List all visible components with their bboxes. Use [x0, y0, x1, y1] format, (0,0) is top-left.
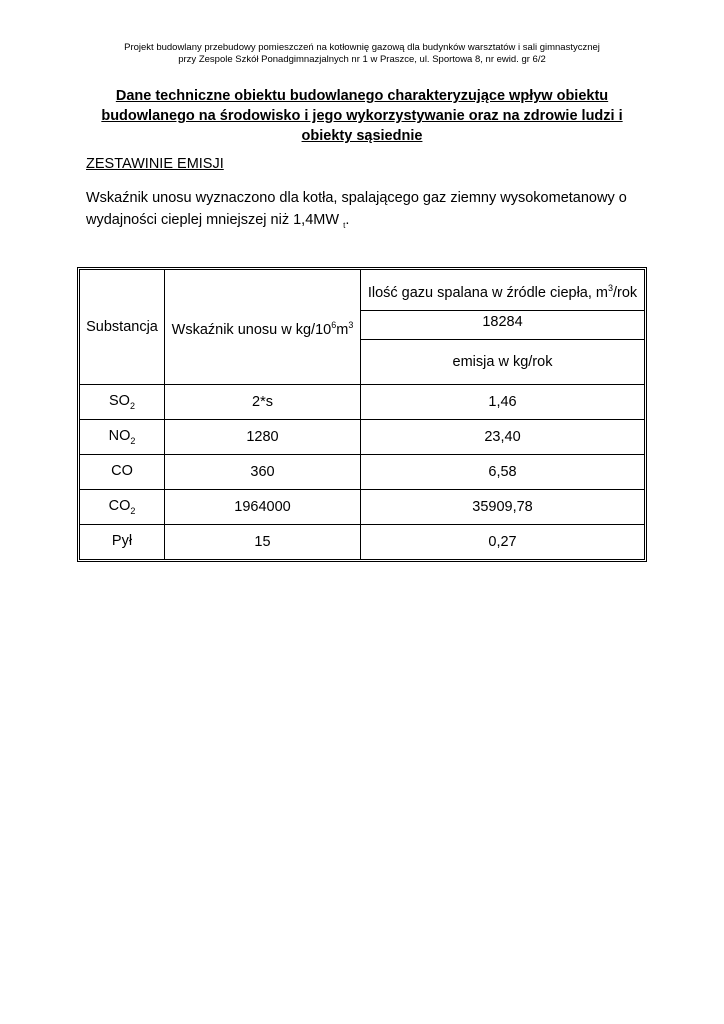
- header-factor: Wskaźnik unosu w $kg/10^6m^3$: [165, 270, 361, 385]
- paragraph-subscript: t: [343, 220, 346, 230]
- header-line-1: Projekt budowlany przebudowy pomieszczeń na kotłownię gazową dla budynków warsztatów i sali gimnastycznej: [124, 42, 600, 53]
- title-line-3: obiekty sąsiednie: [301, 128, 423, 144]
- gas-amount-value: 18284: [361, 311, 645, 340]
- paragraph-end: .: [345, 212, 350, 228]
- header-gas-amount: Ilość gazu spalana w źródle ciepła, $m^3$/rok: [361, 270, 645, 311]
- emission-table-frame: [77, 267, 647, 562]
- emission-cell: 0,27: [361, 524, 645, 559]
- document-header: [40, 42, 684, 66]
- factor-cell: 360: [165, 455, 361, 490]
- section-heading: ZESTAWINIE EMISJI: [86, 156, 224, 172]
- substance-cell: $NO_2$: [80, 420, 165, 455]
- table-row: [80, 524, 645, 559]
- factor-cell: 2*s: [165, 385, 361, 420]
- document-title: [70, 86, 654, 146]
- table-row: [80, 455, 645, 490]
- title-line-1: Dane techniczne obiektu budowlanego charakteryzujące wpływ obiektu: [115, 88, 609, 104]
- header-substance: Substancja: [80, 270, 165, 385]
- emission-cell: 35909,78: [361, 490, 645, 525]
- emission-cell: 6,58: [361, 455, 645, 490]
- factor-cell: 1964000: [165, 490, 361, 525]
- factor-cell: 15: [165, 524, 361, 559]
- intro-paragraph: [86, 187, 646, 237]
- substance-cell: Pył: [80, 524, 165, 559]
- table-row: [80, 490, 645, 525]
- table-row: [80, 420, 645, 455]
- header-line-2: przy Zespole Szkół Ponadgimnazjalnych nr 1 w Praszce, ul. Sportowa 8, nr ewid. gr 6/2: [178, 54, 546, 65]
- substance-cell: $SO_2$: [80, 385, 165, 420]
- substance-cell: $CO_2$: [80, 490, 165, 525]
- header-emission: emisja w kg/rok: [361, 339, 645, 384]
- emission-table: [79, 269, 645, 560]
- emission-cell: 23,40: [361, 420, 645, 455]
- emission-cell: 1,46: [361, 385, 645, 420]
- paragraph-text: Wskaźnik unosu wyznaczono dla kotła, spalającego gaz ziemny wysokometanowy o wydajności cieplej mniejszej niż 1,4MW: [86, 190, 627, 228]
- substance-cell: CO: [80, 455, 165, 490]
- title-line-2: budowlanego na środowisko i jego wykorzystywanie oraz na zdrowie ludzi i: [101, 108, 623, 124]
- table-row: [80, 385, 645, 420]
- factor-cell: 1280: [165, 420, 361, 455]
